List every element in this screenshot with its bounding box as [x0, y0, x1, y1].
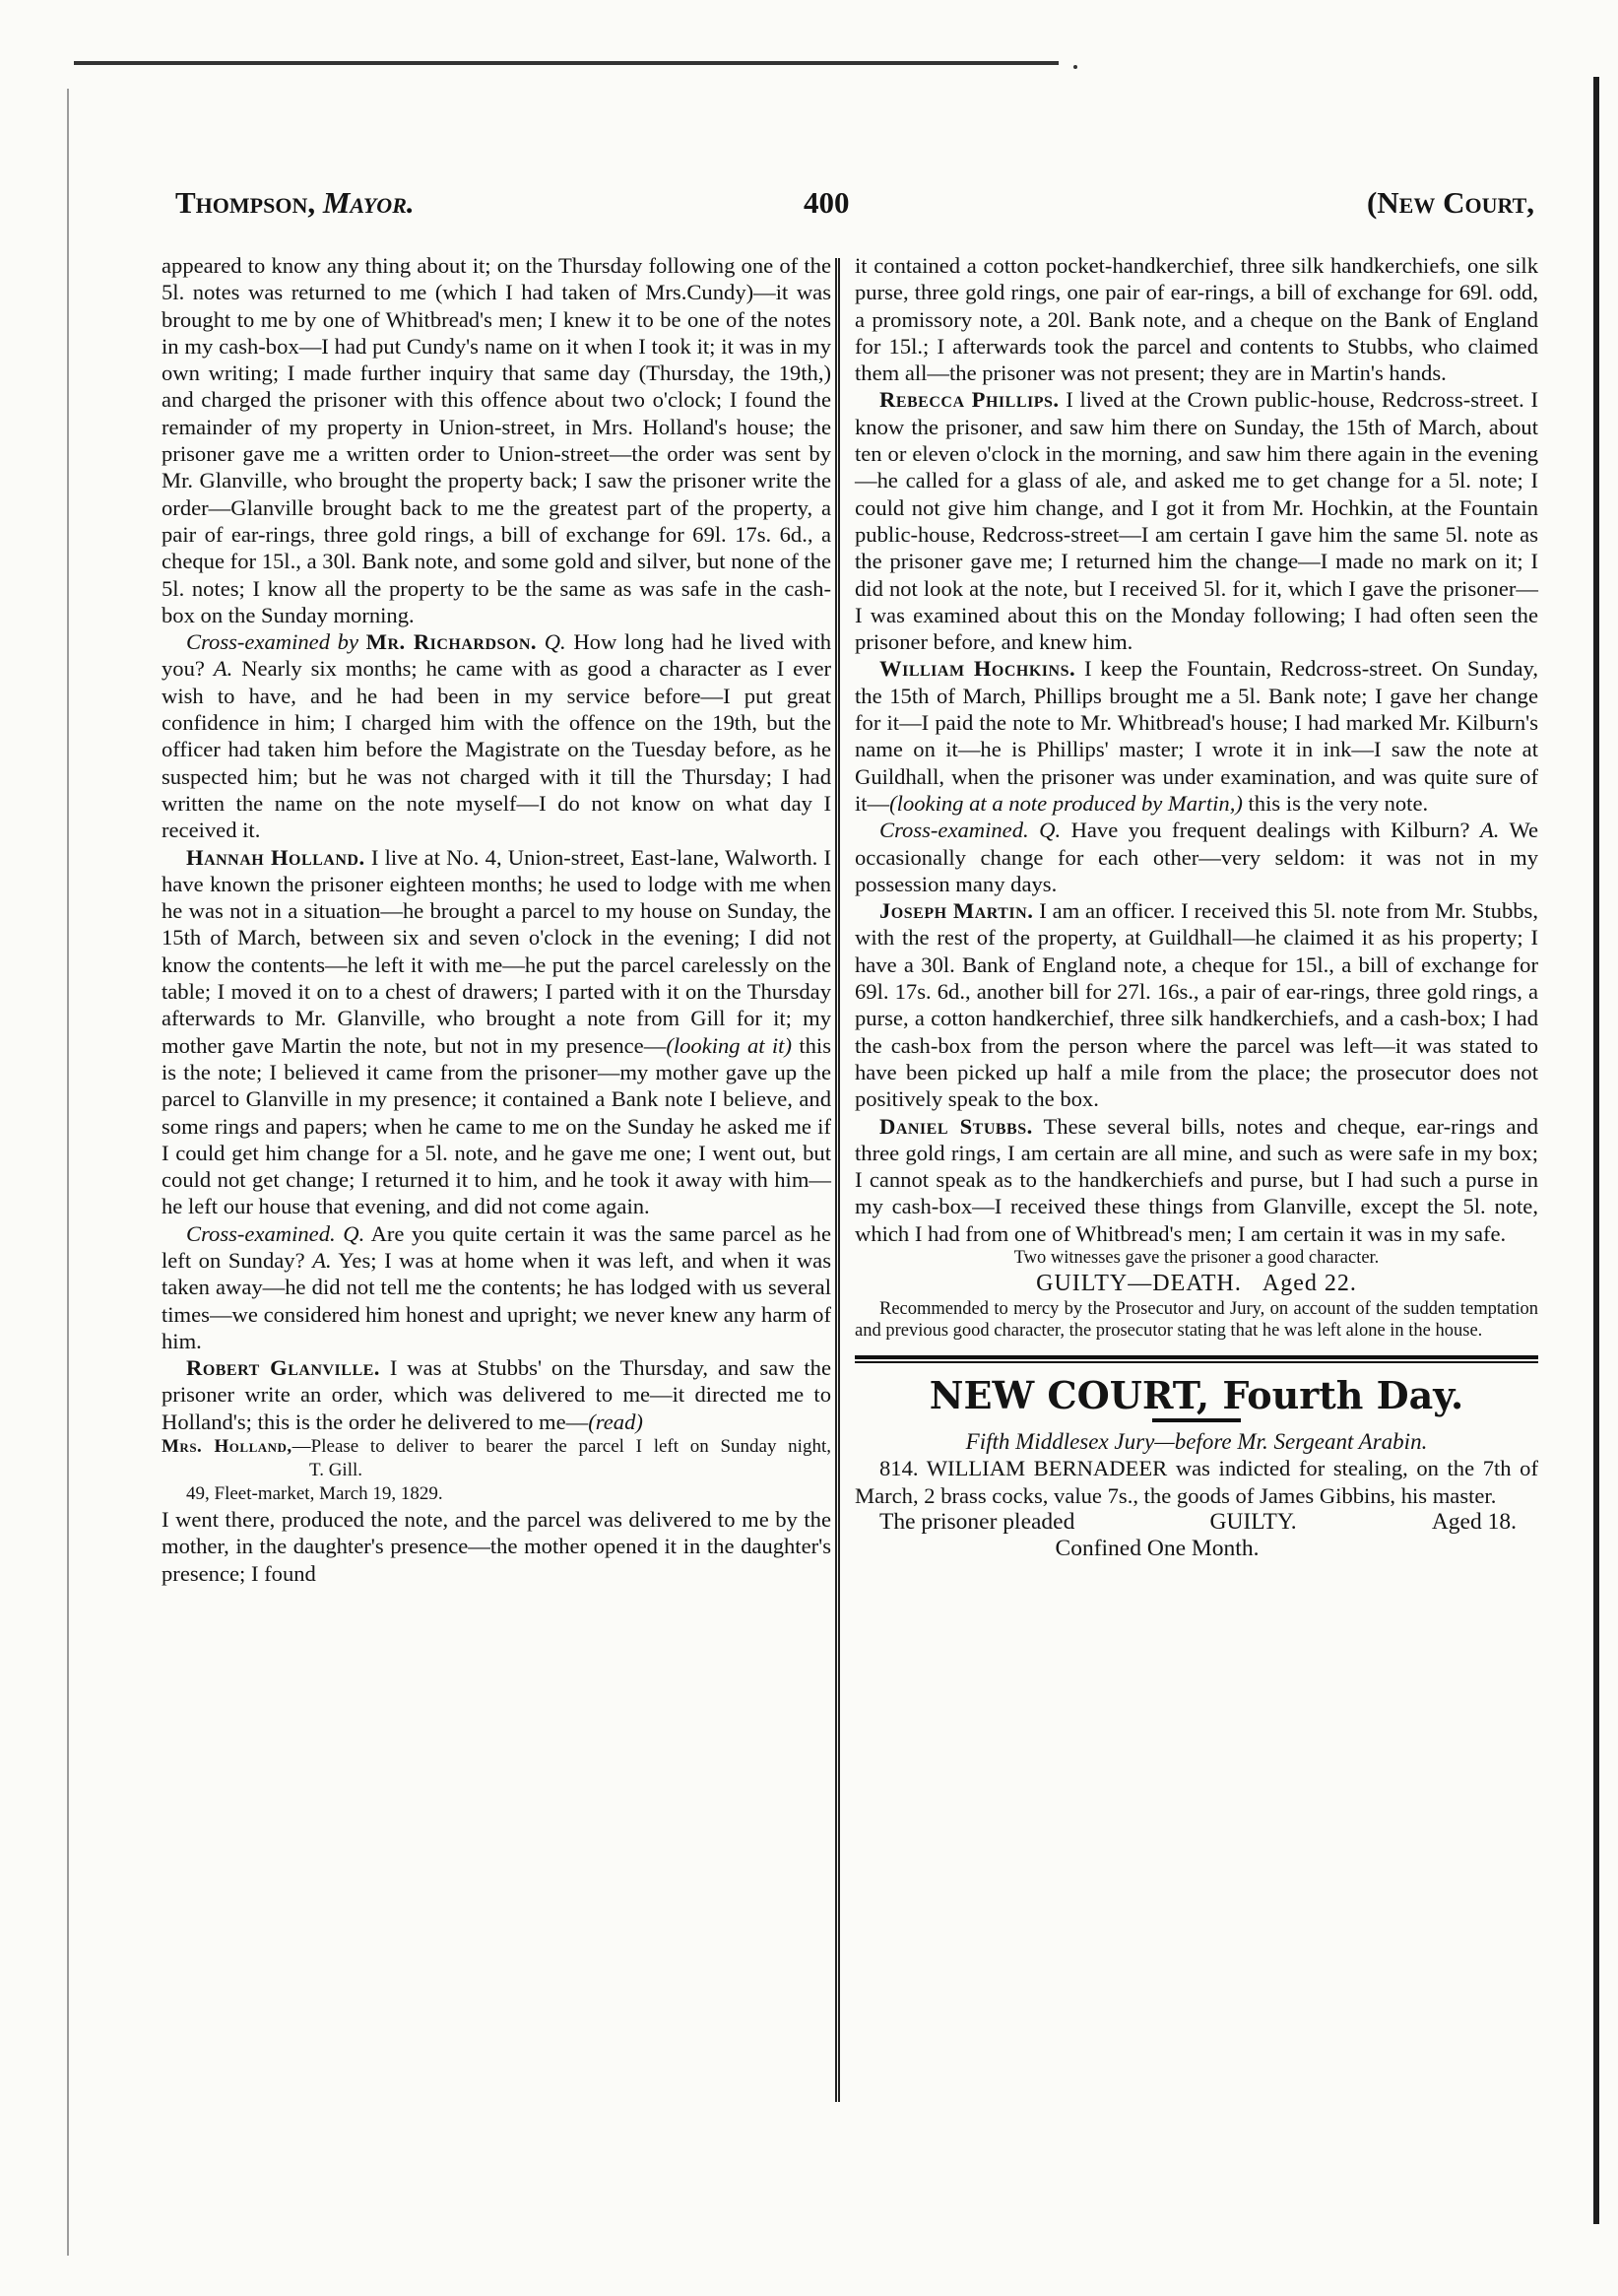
verdict: GUILTY—DEATH. Aged 22.	[1036, 1270, 1357, 1296]
paragraph: appeared to know any thing about it; on the Thursday following one of the 5l. notes was returned to me (which I had taken of Mrs.Cundy)—it was brought to me by one of Whitbread's men; I knew it to be one of the notes in my cash-box—I had put Cundy's name on it when I took it; it was in my own writing; I made further inquiry that same day (Thursday, the 19th,) and charged the prisoner with this offence about two o'clock; I found the remainder of my property in Union-street, in Mrs. Holland's house; the prisoner gave me a written order to Union-street—the order was sent by Mr. Glanville, who brought the property back; I saw the prisoner write the order—Glanville brought back to me the greatest part of the property, a pair of ear-rings, three gold rings, a bill of exchange for 69l. 17s. 6d., a cheque for 15l., a 30l. Bank note, and some gold and silver, but none of the 5l. notes; I know all the property to be the same as was safe in the cash-box on the Sunday morning.	[162, 253, 831, 627]
paragraph: I went there, produced the note, and the parcel was delivered to me by the mother, in the daughter's presence—the mother opened it in the daughter's presence; I found	[162, 1507, 831, 1586]
recommendation: Recommended to mercy by the Prosecutor and Jury, on account of the sudden temptation and previous good character, the prosecutor stating that he was left alone in the house.	[855, 1298, 1538, 1341]
paragraph: William Hochkins. I keep the Fountain, Redcross-street. On Sunday, the 15th of March, Phillips brought me a 5l. Bank note; I gave her change for it—I paid the note to Mr. Whitbread's house; I had marked Mr. Kilburn's name on it—he is Phillips' master; I wrote it in ink—I saw the note at Guildhall, when the prisoner was under examination, and was quite sure of it—(looking at a note produced by Martin,) this is the very note.	[855, 656, 1538, 816]
paragraph: Rebecca Phillips. I lived at the Crown public-house, Redcross-street. I know the prisoner, and saw him there on Sunday, the 15th of March, about ten or eleven o'clock in the morning, and saw him there again in the evening—he called for a glass of ale, and asked me to get change for a 5l. note; I could not give him change, and I got it from Mr. Hochkin, at the Fountain public-house, Redcross-street—I am certain I gave him the same 5l. note as the prisoner gave me; I returned him the change—I made no mark on it; I did not look at the note, but I received 5l. for it, which I gave the prisoner—I was examined about this on the Monday following; I had often seen the prisoner before, and knew him.	[855, 387, 1539, 655]
header-left: Thompson, Mayor.	[175, 185, 415, 220]
character-note: Two witnesses gave the prisoner a good character.	[1013, 1247, 1380, 1268]
quoted-note-place: 49, Fleet-market, March 19, 1829.	[186, 1483, 443, 1505]
heading-rule	[1152, 1418, 1241, 1422]
paragraph: Robert Glanville. I was at Stubbs' on the Thursday, and saw the prisoner write an order, which was delivered to me—it directed me to Holland's; this is the order he delivered to me—(read)	[162, 1355, 831, 1434]
right-margin-bar	[1593, 77, 1599, 2224]
section-rule-thin	[855, 1361, 1538, 1363]
paragraph: Cross-examined. Q. Have you frequent dealings with Kilburn? A. We occasionally change for each other—very seldom: it was not in my possession many days.	[855, 818, 1538, 896]
paragraph: Joseph Martin. I am an officer. I received this 5l. note from Mr. Stubbs, with the rest of the property, at Guildhall—he claimed it as his property; I have a 30l. Bank of England note, a cheque for 15l., a bill of exchange for 69l. 17s. 6d., another bill for 27l. 16s., a pair of ear-rings, three gold rings, a purse, a cotton handkerchief, three silk handkerchiefs, and a cash-box; I had the cash-box from the person where the parcel was left—it was stated to have been picked up half a mile from the place; the prosecutor does not positively speak to the box.	[855, 898, 1539, 1112]
jury-line: Fifth Middlesex Jury—before Mr. Sergeant Arabin.	[965, 1428, 1428, 1454]
left-page-edge	[67, 89, 69, 2256]
paragraph: Hannah Holland. I live at No. 4, Union-street, East-lane, Walworth. I have known the prisoner eighteen months; he used to lodge with me when he was not in a situation—he brought a parcel to my house on Sunday, the 15th of March, between six and seven o'clock in the evening; I did not know the contents—he left it with me—he put the parcel carelessly on the table; I moved it on to a chest of drawers; I parted with it on the Thursday afterwards to Mr. Glanville, who brought a note from Gill for it; my mother gave Martin the note, but not in my presence—(looking at it) this is the note; I believed it came from the prisoner—my mother gave up the parcel to Glanville in my presence; it contained a Bank note I believe, and some rings and papers; when he came to me on the Sunday he asked me if I could get him change for a 5l. note, and he gave me one; I went out, but could not get change; I returned it to him, and he took it away with him—he left our house that evening, and did not come again.	[162, 844, 832, 1219]
plea-line: The prisoner pleaded GUILTY. Aged 18.	[879, 1508, 1517, 1535]
running-header	[175, 185, 1534, 229]
paragraph: Cross-examined. Q. Are you quite certain it was the same parcel as he left on Sunday? A. Yes; I was at home when it was left, and when it was taken away—he did not tell me the contents; he has lodged with us several times—we considered him honest and upright; we never knew any harm of him.	[162, 1220, 831, 1353]
section-rule	[855, 1355, 1538, 1359]
top-dot	[1073, 65, 1077, 69]
paragraph: Cross-examined by Mr. Richardson. Q. How long had he lived with you? A. Nearly six months; he came with as good a character as I ever wish to have, and he had been in my service before—I put great confidence in him; I charged him with the offence on the 19th, but the officer had taken him before the Magistrate on the Tuesday before, as he suspected him; but he was not charged with it till the Thursday; I had written the name on the note myself—I do not know on what day I received it.	[162, 629, 831, 843]
paragraph: Daniel Stubbs. These several bills, notes and cheque, ear-rings and three gold rings, I am certain are all mine, and such as were safe in my box; I cannot speak as to the handkerchiefs and purse, but I had such a purse in my cash-box—I received these things from Glanville, except the 5l. note, which I had from one of Whitbread's men; I am certain it was in my safe.	[855, 1113, 1538, 1246]
quoted-note: Mrs. Holland,—Please to deliver to bearer the parcel I left on Sunday night, T. Gill.	[162, 1436, 831, 1481]
case-entry: 814. WILLIAM BERNADEER was indicted for stealing, on the 7th of March, 2 brass cocks, value 7s., the goods of James Gibbins, his master.	[855, 1456, 1538, 1508]
header-right: (New Court,	[1366, 185, 1534, 220]
left-column	[162, 252, 831, 1587]
column-divider	[835, 258, 840, 2102]
top-rule	[74, 61, 1059, 65]
court-heading: NEW COURT, Fourth Day.	[929, 1372, 1464, 1417]
paragraph: it contained a cotton pocket-handkerchief, three silk handkerchiefs, one silk purse, three gold rings, one pair of ear-rings, a bill of exchange for 69l. odd, a promissory note, a 20l. Bank note, and a cheque on the Bank of England for 15l.; I afterwards took the parcel and contents to Stubbs, who claimed them all—the prisoner was not present; they are in Martin's hands.	[855, 253, 1538, 386]
right-column	[855, 252, 1538, 1562]
sentence: Confined One Month.	[1055, 1536, 1260, 1562]
page-number: 400	[804, 185, 850, 220]
